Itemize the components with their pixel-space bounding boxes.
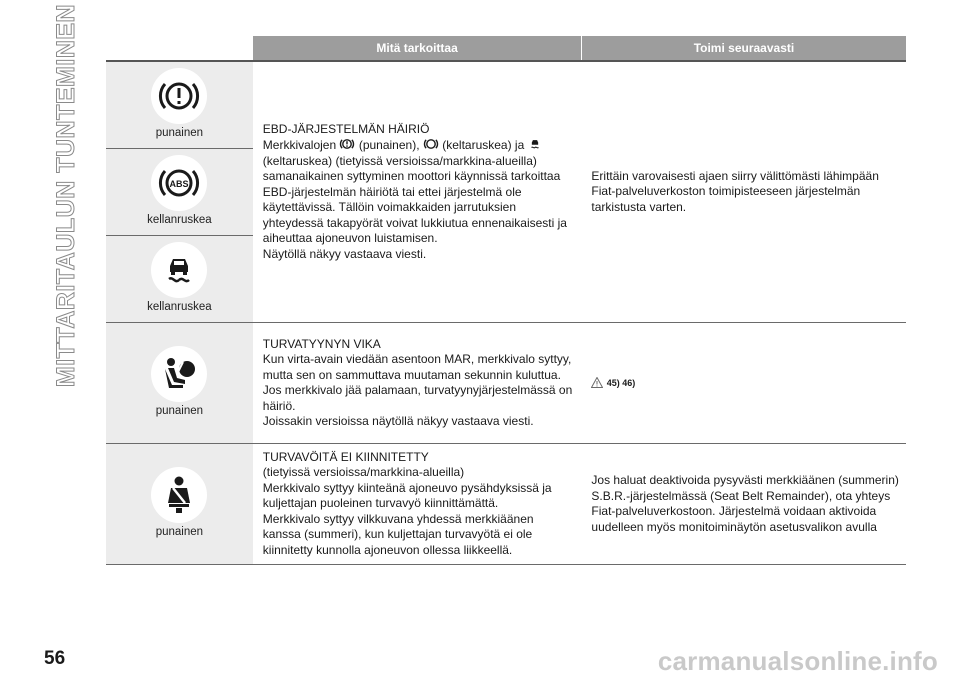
action-text: Erittäin varovaisesti ajaen siirry välittömästi lähimpään Fiat-palveluverkoston toimipisteeseen järjestelmän tarkistusta varten.	[591, 168, 879, 214]
warning-description: (keltaruskea) (tietyissä versioissa/markkina-alueilla) samanaikainen syttyminen moottori käynnissä tarkoittaa EBD-järjestelmän häiriötä tai ettei järjestelmä ole käytettävissä. Tällöin voimakkaiden jarrutuksien yhteydessä takapyörät voivat lukkiutua ennenaikaisesti ja aiheuttaa ajoneuvon luistamisen.	[262, 153, 567, 246]
warning-triangle-icon	[591, 377, 603, 388]
section-side-title: MITTARITAULUN TUNTEMINEN	[52, 3, 81, 387]
abs-icon	[151, 155, 207, 211]
warning-note: Merkkivalo syttyy vilkkuvana yhdessä merkkiäänen kanssa (summeri), kun kuljettajan turvavyötä ei ole kiinnitetty kunnolla ajoneuvon ollessa liikkeellä.	[262, 511, 534, 557]
icon-block: ABS kellanruskea	[106, 148, 253, 235]
description-cell	[253, 61, 582, 323]
brake-warning-icon	[151, 68, 207, 124]
action-cell	[581, 323, 906, 444]
icon-cell	[106, 323, 253, 444]
icon-block: punainen	[106, 323, 253, 443]
description-cell	[253, 444, 582, 565]
watermark: carmanualsonline.info	[657, 646, 938, 676]
icon-block: kellanruskea	[106, 235, 253, 322]
warning-reference: 45) 46)	[591, 375, 904, 392]
warning-description: Kun virta-avain viedään asentoon MAR, merkkivalo syttyy, mutta sen on sammuttava muutaman sekunnin kuluttua.	[262, 352, 572, 382]
action-cell	[581, 61, 906, 323]
brake-warning-inline-icon	[339, 137, 355, 151]
warning-title: TURVAVÖITÄ EI KIINNITETTY	[262, 449, 429, 464]
warning-description-2: Merkkivalo syttyy kiinteänä ajoneuvo pysähdyksissä ja kuljettajan puoleinen turvavyö kiinnittämättä.	[262, 480, 552, 511]
svg-text:ABS: ABS	[169, 179, 189, 190]
icon-block: punainen	[106, 444, 253, 564]
header-icon-column	[106, 36, 253, 61]
icon-cell	[106, 444, 253, 565]
warning-note: Joissakin versioissa näytöllä näkyy vastaava viesti.	[262, 414, 534, 428]
description-cell	[253, 323, 582, 444]
table-header-row	[106, 36, 906, 61]
icon-cell	[106, 61, 253, 323]
action-cell	[581, 444, 906, 565]
warning-title: EBD-JÄRJESTELMÄN HÄIRIÖ	[262, 121, 430, 136]
esc-skid-inline-icon	[528, 137, 542, 151]
page-number: 56	[44, 648, 66, 669]
warning-note: Näytöllä näkyy vastaava viesti.	[262, 246, 427, 261]
action-text: Jos haluat deaktivoida pysyvästi merkkiäänen (summerin) S.B.R.-järjestelmässä (Seat Belt Remainder), ota yhteys Fiat-palveluverkostoon. Järjestelmä voidaan aktivoida uudelleen myös monitoiminäytön asetusvalikon avulla	[591, 473, 899, 534]
warning-icons-line: Merkkivalojen (punainen), (keltaruskea) ja	[263, 137, 574, 154]
table-row	[106, 444, 906, 565]
warning-title: TURVATYYNYN VIKA	[262, 336, 381, 351]
table-row	[106, 61, 906, 323]
header-action: Toimi seuraavasti	[581, 36, 906, 61]
warning-description: (tietyissä versioissa/markkina-alueilla)	[262, 465, 465, 480]
abs-inline-icon	[423, 137, 439, 151]
header-meaning: Mitä tarkoittaa	[253, 36, 582, 61]
warning-description-2: Jos merkkivalo jää palamaan, turvatyynyjärjestelmässä on häiriö.	[262, 383, 573, 413]
esc-skid-icon	[151, 242, 207, 298]
seatbelt-icon	[151, 467, 207, 523]
warning-lights-table	[106, 36, 906, 565]
table-row	[106, 323, 906, 444]
icon-block: punainen	[106, 62, 253, 148]
airbag-icon	[151, 346, 207, 402]
